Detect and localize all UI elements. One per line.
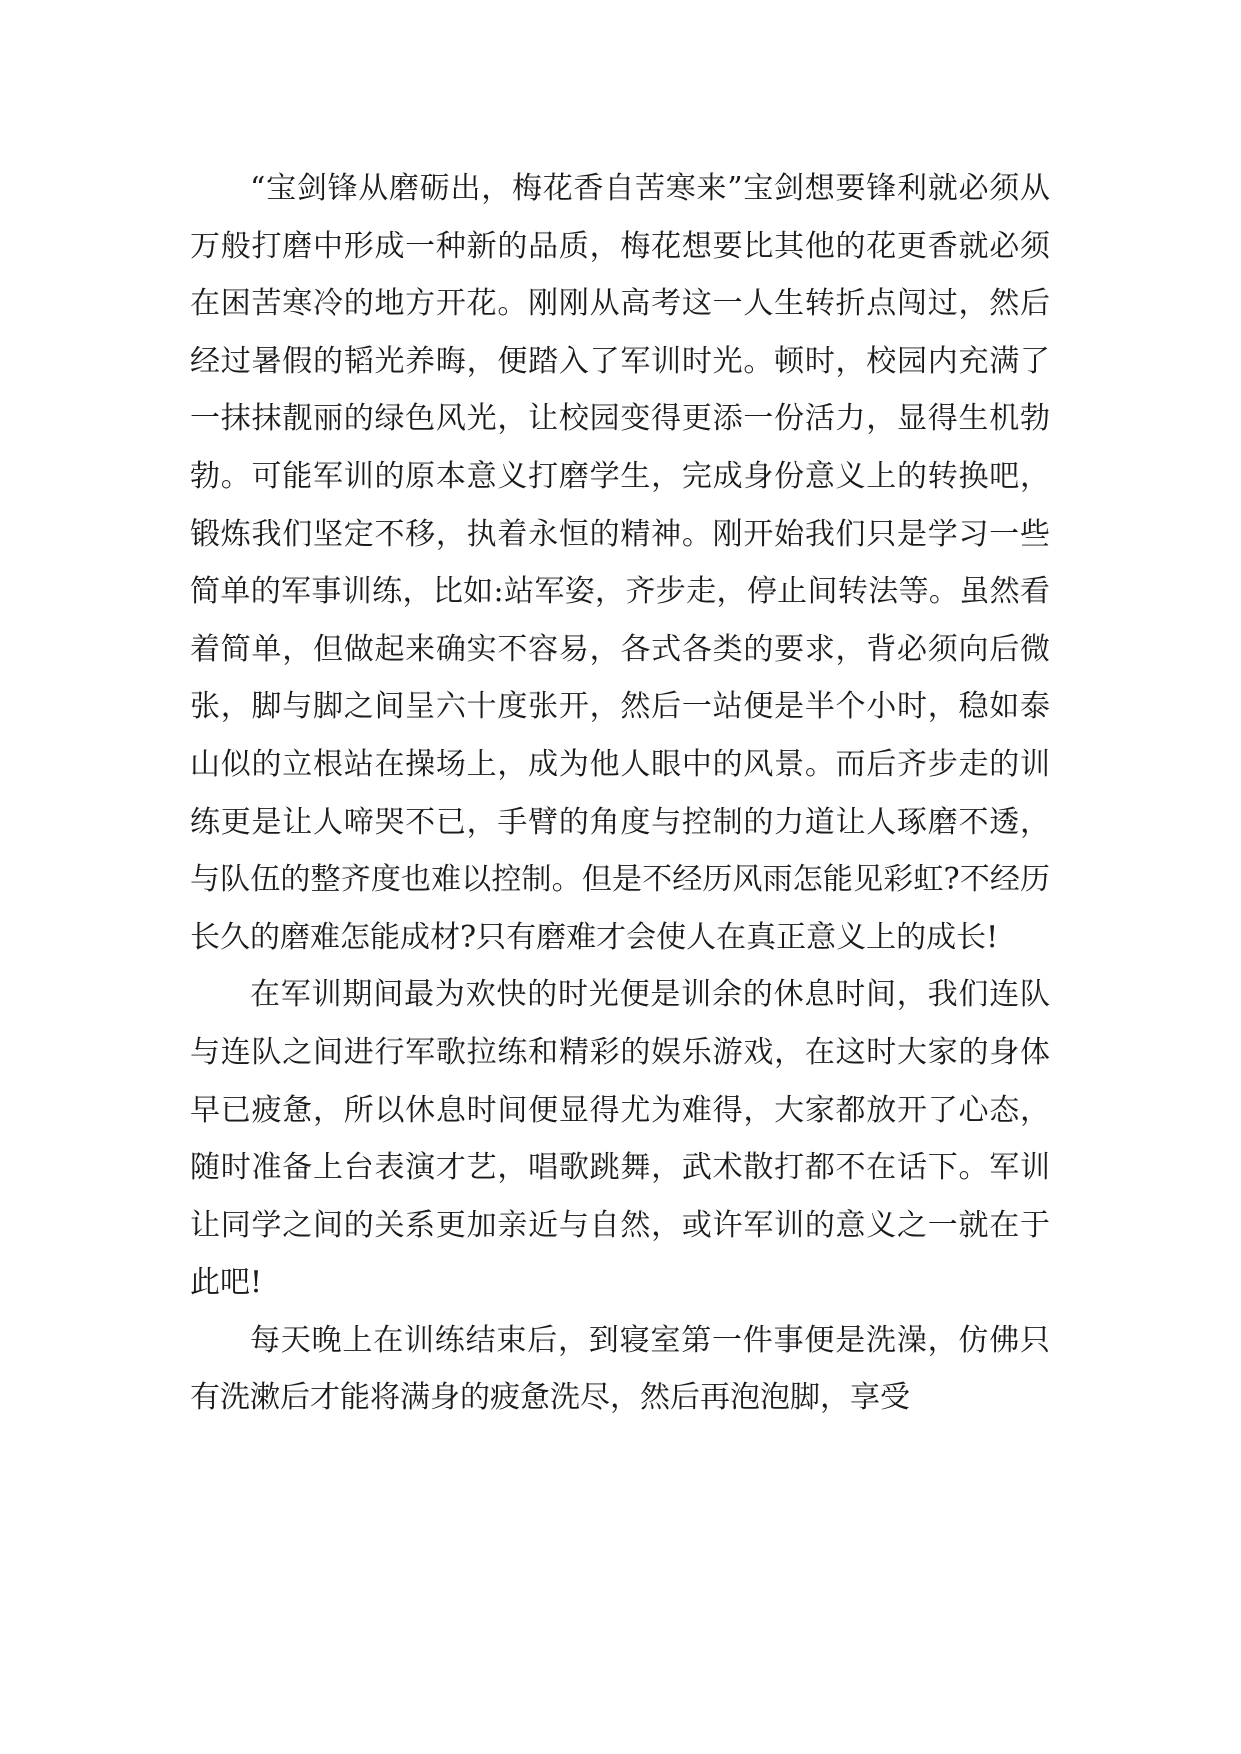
document-body — [190, 160, 1050, 1427]
paragraph-evening-routine: 每天晚上在训练结束后，到寝室第一件事便是洗澡，仿佛只有洗漱后才能将满身的疲惫洗尽，然后再泡泡脚，享受 — [190, 1322, 1050, 1416]
paragraph-rest-time: 在军训期间最为欢快的时光便是训余的休息时间，我们连队与连队之间进行军歌拉练和精彩的娱乐游戏，在这时大家的身体早已疲惫，所以休息时间便显得尤为难得，大家都放开了心态，随时准备上台表演才艺，唱歌跳舞，武术散打都不在话下。军训让同学之间的关系更加亲近与自然，或许军训的意义之一就在于此吧! — [190, 977, 1050, 1301]
paragraph-military-training-intro: “宝剑锋从磨砺出，梅花香自苦寒来”宝剑想要锋利就必须从万般打磨中形成一种新的品质，梅花想要比其他的花更香就必须在困苦寒冷的地方开花。刚刚从高考这一人生转折点闯过，然后经过暑假的韬光养晦，便踏入了军训时光。顿时，校园内充满了一抹抹靓丽的绿色风光，让校园变得更添一份活力，显得生机勃勃。可能军训的原本意义打磨学生，完成身份意义上的转换吧，锻炼我们坚定不移，执着永恒的精神。刚开始我们只是学习一些简单的军事训练，比如:站军姿，齐步走，停止间转法等。虽然看着简单，但做起来确实不容易，各式各类的要求，背必须向后微张，脚与脚之间呈六十度张开，然后一站便是半个小时，稳如泰山似的立根站在操场上，成为他人眼中的风景。而后齐步走的训练更是让人啼哭不已，手臂的角度与控制的力道让人琢磨不透，与队伍的整齐度也难以控制。但是不经历风雨怎能见彩虹?不经历长久的磨难怎能成材?只有磨难才会使人在真正意义上的成长! — [190, 171, 1050, 955]
